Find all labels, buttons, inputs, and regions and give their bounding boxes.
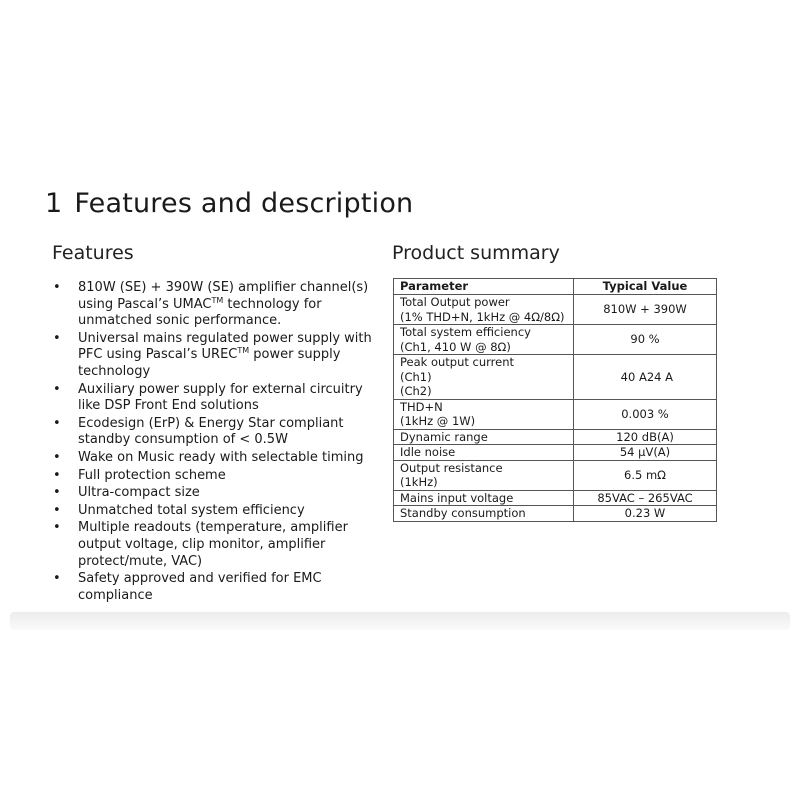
bullet-icon: •: [53, 502, 61, 518]
table-row: [394, 460, 717, 490]
feature-text: 810W (SE) + 390W (SE) amplifier channel(s) using Pascal’s UMAC: [78, 280, 369, 312]
value-cell: [574, 295, 717, 325]
feature-item: [50, 503, 372, 520]
value-cell: [574, 506, 717, 522]
parameter-line: Peak output current: [400, 355, 515, 369]
bullet-icon: •: [53, 449, 61, 465]
bullet-icon: •: [53, 381, 61, 397]
table-row: [394, 325, 717, 355]
table-row: [394, 399, 717, 429]
value-cell: [574, 429, 717, 445]
feature-text: Universal mains regulated power supply with PFC using Pascal’s UREC: [78, 330, 372, 363]
parameter-cell: [394, 295, 574, 325]
parameter-line: (1kHz @ 1W): [400, 414, 476, 428]
parameter-line: Idle noise: [400, 445, 456, 459]
feature-item: [50, 450, 372, 467]
feature-text: Multiple readouts (temperature, amplifier output voltage, clip monitor, amplifier protect/mute, VAC): [78, 520, 348, 569]
value-cell: [574, 460, 717, 490]
value-cell: [574, 355, 717, 400]
section-title: Features and description: [74, 188, 414, 219]
feature-item: [50, 416, 372, 449]
feature-text-continued: power supply technology: [78, 347, 341, 379]
bullet-icon: •: [53, 415, 61, 431]
table-row: [394, 355, 717, 400]
feature-item: [50, 331, 372, 381]
bullet-icon: •: [53, 280, 61, 295]
feature-item: [50, 571, 372, 604]
bullet-icon: •: [53, 571, 61, 587]
value-cell: [574, 490, 717, 506]
feature-text: Safety approved and verified for EMC compliance: [78, 571, 322, 603]
trademark-superscript: TM: [211, 295, 224, 305]
table-row: [394, 445, 717, 461]
feature-text: Full protection scheme: [78, 467, 226, 483]
parameter-line: Total Output power: [400, 295, 510, 309]
parameter-header: Parameter: [394, 279, 574, 295]
parameter-line: (Ch2): [400, 384, 432, 398]
parameter-cell: [394, 506, 574, 522]
features-title: Features: [52, 242, 134, 264]
value-line: 0.23 W: [624, 506, 666, 520]
value-line: 810W + 390W: [603, 302, 687, 317]
value-line: 6.5 mΩ: [624, 467, 666, 482]
section-heading: [45, 188, 413, 219]
feature-text: Wake on Music ready with selectable timing: [78, 449, 364, 465]
parameter-cell: [394, 325, 574, 355]
value-line: 24 A: [646, 369, 673, 384]
page-bottom-shadow: [10, 612, 790, 630]
parameter-line: Total system efficiency: [400, 325, 531, 339]
table-row: [394, 429, 717, 445]
parameter-line: (Ch1): [400, 369, 432, 384]
value-line: 40 A: [620, 369, 647, 384]
parameter-line: (Ch1, 410 W @ 8Ω): [400, 339, 511, 354]
feature-text: Unmatched total system efficiency: [78, 502, 305, 518]
value-cell: [574, 325, 717, 355]
parameter-line: (1kHz): [400, 475, 438, 489]
parameter-cell: [394, 399, 574, 429]
value-cell: [574, 399, 717, 429]
parameter-line: Output resistance: [400, 460, 503, 475]
parameter-cell: [394, 355, 574, 400]
feature-item: [50, 485, 372, 502]
table-row: [394, 506, 717, 522]
parameter-line: Standby consumption: [400, 506, 526, 520]
bullet-icon: •: [53, 485, 61, 501]
feature-item: [50, 280, 372, 330]
product-summary-table: [393, 278, 717, 522]
value-line: 90 %: [630, 332, 660, 347]
feature-text: Ecodesign (ErP) & Energy Star compliant standby consumption of < 0.5W: [78, 415, 344, 448]
typical-value-header: Typical Value: [574, 279, 717, 295]
table-row: [394, 295, 717, 325]
section-number: 1: [45, 188, 63, 219]
parameter-cell: [394, 460, 574, 490]
value-cell: [574, 445, 717, 461]
value-line: 0.003 %: [621, 406, 669, 421]
parameter-line: Mains input voltage: [400, 490, 514, 505]
table-row: [394, 490, 717, 506]
feature-text-continued: technology for unmatched sonic performance.: [78, 296, 322, 329]
parameter-cell: [394, 445, 574, 461]
feature-item: [50, 520, 372, 570]
parameter-cell: [394, 429, 574, 445]
features-list: [50, 280, 372, 605]
value-line: 85VAC – 265VAC: [597, 490, 693, 505]
value-line: 54 µV(A): [619, 445, 671, 459]
table-header-row: [394, 279, 717, 295]
parameter-line: THD+N: [400, 399, 443, 414]
trademark-superscript: TM: [237, 346, 250, 356]
bullet-icon: •: [53, 467, 61, 483]
parameter-line: Dynamic range: [400, 429, 488, 444]
feature-item: [50, 468, 372, 485]
feature-text: Auxiliary power supply for external circuitry like DSP Front End solutions: [78, 381, 363, 414]
bullet-icon: •: [53, 520, 61, 536]
parameter-line: (1% THD+N, 1kHz @ 4Ω/8Ω): [400, 309, 565, 324]
value-line: 120 dB(A): [616, 429, 674, 444]
parameter-cell: [394, 490, 574, 506]
feature-text: Ultra-compact size: [78, 485, 200, 501]
feature-item: [50, 382, 372, 415]
product-summary-title: Product summary: [392, 242, 560, 264]
bullet-icon: •: [53, 330, 61, 346]
